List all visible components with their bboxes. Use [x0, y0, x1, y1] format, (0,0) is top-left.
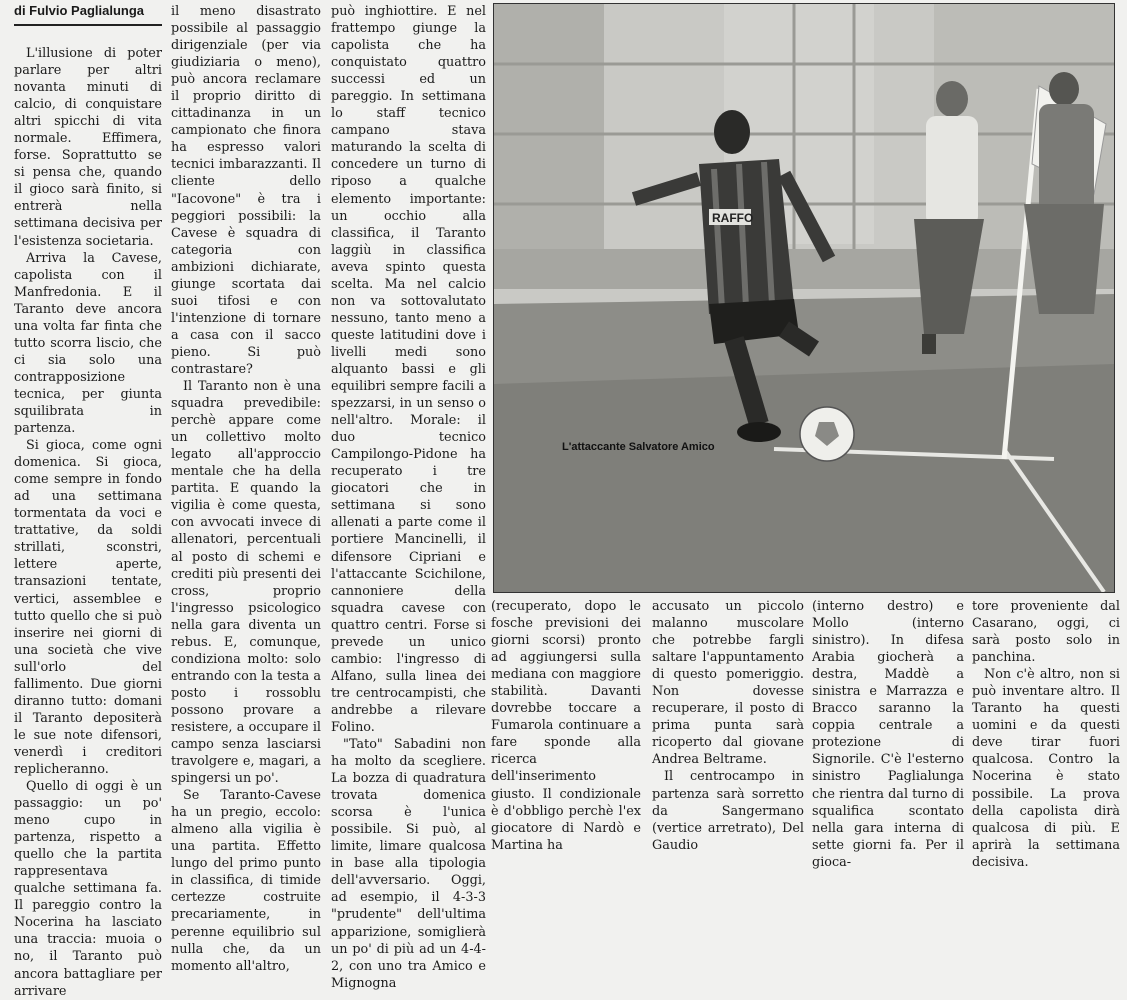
- paragraph: il meno disastrato possibile al passaggio dirigenziale (per via giudiziaria o meno), può ancora reclamare il proprio diritto di cittadinanza in un campionato che finora ha espresso valori tecnici imbarazzanti. Il cliente dello "Iacovone" è tra i peggiori possibili: la Cavese è squadra di categoria con ambizioni dichiarate, giunge scortata dai suoi tifosi e con l'intenzione di tornare a casa con il sacco pieno. Si può contrastare?: [171, 4, 321, 377]
- byline: di Fulvio Paglialunga: [14, 3, 162, 26]
- paragraph: Si gioca, come ogni domenica. Si gioca, come sempre in fondo ad una settimana tormentata da voci e trattative, da soldi strillati, sconstri, lettere aperte, transazioni tentate, vertici, assemblee e tutto quello che si può inserire nei giorni di una società che vive sull'orlo del fallimento. Due giorni diranno tutto: domani il Taranto depositerà le sue note difensori, venerdì i creditori replicheranno.: [14, 438, 162, 777]
- paragraph: Il centrocampo in partenza sarà sorretto da Sangermano (vertice arretrato), Del Gaudio: [652, 769, 804, 853]
- paragraph: "Tato" Sabadini non ha molto da scegliere. La bozza di quadratura trovata domenica scorsa è l'unica possibile. Si può, al limite, limare qualcosa in base alla tipologia dell'avversario. Oggi, ad esempio, il 4-3-3 "prudente" dell'ultima apparizione, somiglierà un po' di più ad un 4-4-2, con uno tra Amico e Mignogna: [331, 737, 486, 991]
- article-column-2: [171, 3, 321, 975]
- paragraph: Se Taranto-Cavese ha un pregio, eccolo: almeno alla vigilia è una partita. Effetto lungo del primo punto in classifica, di timide certezze costruite precariamente, in perenne equilibrio sul nulla che, da un momento all'altro,: [171, 788, 321, 974]
- paragraph: (interno destro) e Mollo (interno sinistro). In difesa Arabia giocherà a destra, Maddè a sinistra e Marrazza e Bracco saranno la coppia centrale a protezione di Signorile. C'è l'esterno sinistro Paglialunga che rientra dal turno di squalifica scontato nella gara interna di sette giorni fa. Per il gioca-: [812, 599, 964, 870]
- article-column-5: [652, 598, 804, 854]
- article-column-7: [972, 598, 1120, 871]
- paragraph: (recuperato, dopo le fosche previsioni dei giorni scorsi) pronto ad aggiungersi sulla mediana con maggiore stabilità. Davanti dovrebbe toccare a Fumarola continuare a fare sponde alla ricerca dell'inserimento giusto. Il condizionale è d'obbligo perchè l'ex giocatore di Nardò e Martina ha: [491, 599, 641, 853]
- article-column-3: [331, 3, 486, 992]
- shirt-sponsor: RAFFO: [712, 211, 754, 225]
- paragraph: Il Taranto non è una squadra prevedibile: perchè appare come un collettivo molto legato all'approccio mentale che ha della partita. E quando la vigilia è come questa, con avvocati invece di allenatori, percentuali al posto di schemi e crediti più presenti dei cross, proprio l'ingresso psicologico nella gara diventa un rebus. E, comunque, condiziona molto: solo entrando con la testa a posto i rossoblu possono provare a resistere, a occupare il campo senza lasciarsi travolgere e, magari, a spingersi un po'.: [171, 379, 321, 787]
- photo-caption: L'attaccante Salvatore Amico: [562, 441, 715, 453]
- article-column-4: [491, 598, 641, 854]
- paragraph: tore proveniente dal Casarano, oggi, ci sarà posto solo in panchina.: [972, 599, 1120, 666]
- paragraph: Quello di oggi è un passaggio: un po' meno cupo in partenza, rispetto a quello che la partita rappresentava qualche settimana fa. Il pareggio contro la Nocerina ha lasciato una traccia: muoia o no, il Taranto può ancora battagliare per arrivare: [14, 779, 162, 999]
- paragraph: L'illusione di poter parlare per altri novanta minuti di calcio, di conquistare altri spicchi di vita normale. Effimera, forse. Soprattutto se si pensa che, quando il gioco sarà finito, si entrerà nella settimana decisiva per l'esistenza societaria.: [14, 46, 162, 249]
- match-photo: [493, 3, 1115, 593]
- paragraph: Arriva la Cavese, capolista con il Manfredonia. E il Taranto deve ancora una volta far finta che tutto scorra liscio, che ci sia solo una contrapposizione tecnica, per giunta squilibrata in partenza.: [14, 250, 162, 437]
- article-column-6: [812, 598, 964, 871]
- article-column-1: [14, 45, 162, 1000]
- paragraph: può inghiottire. E nel frattempo giunge la capolista che ha conquistato quattro successi ed un pareggio. In settimana lo staff tecnico campano stava maturando la scelta di concedere un turno di riposo a qualche elemento importante: un occhio alla classifica, il Taranto laggiù in classifica aveva spinto questa scelta. Ma nel calcio non va sottovalutato nessuno, tanto meno a queste latitudini dove i livelli medi sono alquanto bassi e gli equilibri sempre facili a spezzarsi, in un senso o nell'altro. Morale: il duo tecnico Campilongo-Pidone ha recuperato i tre giocatori che in settimana si sono allenati a parte come il portiere Mancinelli, il difensore Cipriani e l'attaccante Scichilone, cannoniere della squadra cavese con quattro centri. Forse si prevede un unico cambio: l'ingresso di Alfano, sulla linea dei tre centrocampisti, che andrebbe a rilevare Folino.: [331, 4, 486, 735]
- football-scene-illustration: [494, 4, 1114, 592]
- paragraph: accusato un piccolo malanno muscolare che potrebbe fargli saltare l'appuntamento di questo pomeriggio. Non dovesse recuperare, il posto di prima punta sarà ricoperto dal giovane Andrea Beltrame.: [652, 599, 804, 768]
- paragraph: Non c'è altro, non si può inventare altro. Il Taranto ha questi uomini e da questi deve tirar fuori qualcosa. Contro la Nocerina è stato possibile. La prova della capolista dirà qualcosa di più. E aprirà la settimana decisiva.: [972, 667, 1120, 870]
